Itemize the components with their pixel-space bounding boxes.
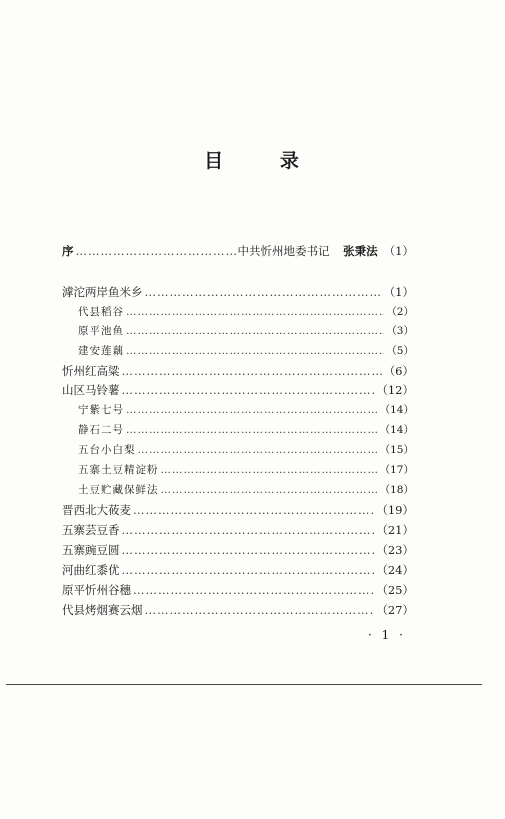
toc-page-number: （25） xyxy=(376,583,414,597)
page-number: · 1 · xyxy=(368,628,406,642)
toc-entry[interactable] xyxy=(62,364,414,382)
toc-entry[interactable] xyxy=(62,583,414,601)
toc-page-number: （12） xyxy=(376,383,414,397)
toc-page-number: （18） xyxy=(379,484,414,496)
toc-entry[interactable] xyxy=(62,285,414,303)
author-name: 张秉法 xyxy=(343,244,378,258)
toc-entry[interactable] xyxy=(78,463,414,481)
toc-page-number: （27） xyxy=(376,603,414,617)
author-title: 中共忻州地委书记 xyxy=(237,244,330,258)
dot-leader xyxy=(161,463,378,477)
toc-page-number: （14） xyxy=(379,404,414,416)
dot-leader xyxy=(126,403,378,417)
title-char-2: 录 xyxy=(279,150,301,172)
dot-leader xyxy=(122,383,375,397)
toc-page-number: （15） xyxy=(379,444,414,456)
toc-page-number: （3） xyxy=(386,325,414,337)
toc-entry-label: 忻州红高粱 xyxy=(62,364,120,378)
toc-entry-label: 代县稻谷 xyxy=(78,306,124,318)
toc-entry-label: 河曲红黍优 xyxy=(62,563,120,577)
dot-leader xyxy=(122,523,375,537)
toc-entry[interactable] xyxy=(78,324,414,342)
toc-entry-label: 晋西北大莜麦 xyxy=(62,503,131,517)
toc-page-number: （19） xyxy=(376,503,414,517)
dot-leader xyxy=(76,244,236,258)
toc-page-number: （23） xyxy=(376,543,414,557)
toc-entry[interactable] xyxy=(62,603,414,621)
toc-entry-label: 五寨土豆精淀粉 xyxy=(78,464,159,476)
toc-page-number: （14） xyxy=(379,424,414,436)
toc-page-number: （21） xyxy=(376,523,414,537)
dot-leader xyxy=(145,285,382,299)
toc-entry[interactable] xyxy=(78,443,414,461)
dot-leader xyxy=(122,543,375,557)
toc-page-number: （17） xyxy=(379,464,414,476)
toc-entry-label: 代县烤烟赛云烟 xyxy=(62,603,143,617)
dot-leader xyxy=(122,364,382,378)
dot-leader xyxy=(126,344,384,358)
page-title xyxy=(0,146,505,173)
toc-entry-label: 原平忻州谷穗 xyxy=(62,583,131,597)
toc-entry-label: 序 xyxy=(62,244,74,258)
toc-entry-label: 土豆贮藏保鲜法 xyxy=(78,484,159,496)
toc-page-number: （2） xyxy=(386,306,414,318)
toc-entry[interactable] xyxy=(78,483,414,501)
toc-page-number: （5） xyxy=(386,345,414,357)
dot-leader xyxy=(122,563,375,577)
toc-entry[interactable] xyxy=(62,383,414,401)
toc-entry-label: 五寨豌豆圆 xyxy=(62,543,120,557)
toc-entry-label: 建安莲藕 xyxy=(78,345,124,357)
toc-entry-label: 静石二号 xyxy=(78,424,124,436)
dot-leader xyxy=(138,443,378,457)
preface-author xyxy=(238,244,378,258)
toc-entry-label: 原平池鱼 xyxy=(78,325,124,337)
toc-page-number: （1） xyxy=(383,285,414,299)
dot-leader xyxy=(126,324,384,338)
toc-entry[interactable] xyxy=(78,344,414,362)
dot-leader xyxy=(145,603,375,617)
toc-entry[interactable] xyxy=(62,563,414,581)
toc-entry-label: 五台小白梨 xyxy=(78,444,136,456)
dot-leader xyxy=(133,503,374,517)
toc-page-number: （6） xyxy=(383,364,414,378)
toc-entry[interactable] xyxy=(78,305,414,323)
toc-entry-label: 五寨芸豆香 xyxy=(62,523,120,537)
toc-page-number: （24） xyxy=(376,563,414,577)
dot-leader xyxy=(161,483,378,497)
dot-leader xyxy=(126,305,384,319)
toc-entry[interactable] xyxy=(62,543,414,561)
toc-entry-label: 山区马铃薯 xyxy=(62,383,120,397)
dot-leader xyxy=(133,583,374,597)
toc-entry[interactable] xyxy=(62,503,414,521)
toc-entry[interactable] xyxy=(78,423,414,441)
toc-page-number: （1） xyxy=(383,244,414,258)
dot-leader xyxy=(126,423,378,437)
title-char-1: 目 xyxy=(204,150,226,172)
toc-entry[interactable] xyxy=(62,523,414,541)
toc-preface[interactable] xyxy=(62,244,414,262)
toc-entry-label: 宁紫七号 xyxy=(78,404,124,416)
toc-entry[interactable] xyxy=(78,403,414,421)
toc-entry-label: 滹沱两岸鱼米乡 xyxy=(62,285,143,299)
footer-rule xyxy=(6,684,482,685)
